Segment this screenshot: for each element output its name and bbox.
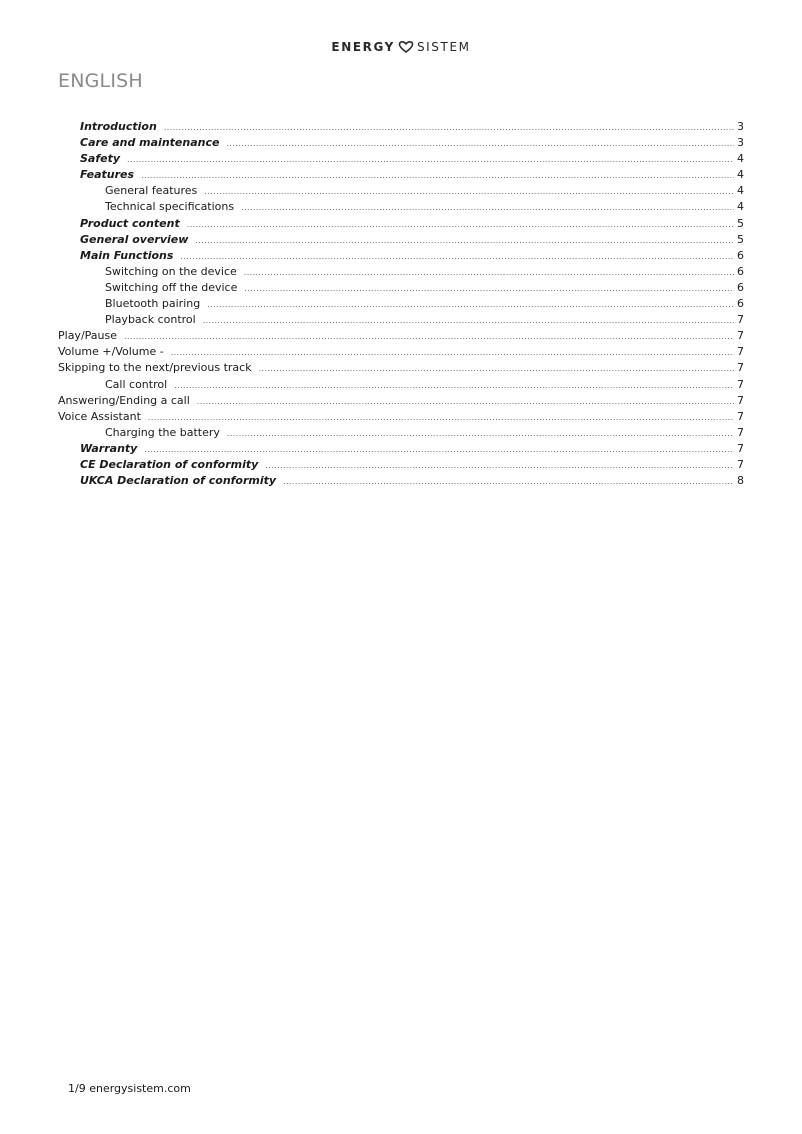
toc-entry-page: 4 [737, 168, 744, 182]
toc-entry[interactable] [58, 328, 744, 344]
toc-entry-page: 7 [737, 377, 744, 391]
toc-entry-page: 7 [737, 329, 744, 343]
toc-leader-dots [187, 217, 734, 233]
toc-entry[interactable] [58, 119, 744, 135]
toc-entry-page: 7 [737, 409, 744, 423]
toc-entry-page: 4 [737, 184, 744, 198]
toc-entry-title: Playback control [105, 313, 196, 327]
toc-leader-dots [197, 394, 734, 410]
toc-leader-dots [203, 313, 734, 329]
toc-entry-title: Switching on the device [105, 264, 237, 278]
toc-entry-title: Bluetooth pairing [105, 297, 201, 311]
toc-entry-title: Voice Assistant [58, 409, 141, 423]
toc-entry[interactable] [58, 199, 744, 215]
toc-entry[interactable] [58, 151, 744, 167]
toc-entry[interactable] [58, 296, 744, 312]
brand-name-left: ENERGY [331, 40, 395, 54]
toc-entry-page: 6 [737, 297, 744, 311]
toc-entry[interactable] [58, 344, 744, 360]
toc-entry-title: Safety [80, 152, 121, 166]
toc-entry-title: CE Declaration of conformity [80, 457, 259, 471]
toc-entry-page: 6 [737, 280, 744, 294]
toc-entry-title: UKCA Declaration of conformity [80, 474, 277, 488]
toc-entry[interactable] [58, 216, 744, 232]
toc-entry-page: 7 [737, 345, 744, 359]
toc-entry[interactable] [58, 280, 744, 296]
toc-leader-dots [283, 474, 734, 490]
toc-entry-page: 8 [737, 474, 744, 488]
toc-entry-page: 3 [737, 136, 744, 150]
toc-entry-title: Warranty [80, 441, 138, 455]
toc-entry-title: Charging the battery [105, 425, 220, 439]
toc-leader-dots [141, 168, 734, 184]
toc-leader-dots [244, 281, 734, 297]
toc-entry-title: Skipping to the next/previous track [58, 361, 252, 375]
toc-leader-dots [148, 410, 734, 426]
toc-entry[interactable] [58, 473, 744, 489]
toc-entry[interactable] [58, 248, 744, 264]
heart-check-icon [398, 41, 414, 53]
toc-entry-page: 7 [737, 393, 744, 407]
toc-leader-dots [244, 265, 734, 281]
toc-entry[interactable] [58, 393, 744, 409]
toc-leader-dots [259, 361, 734, 377]
toc-entry[interactable] [58, 441, 744, 457]
toc-entry-page: 7 [737, 457, 744, 471]
toc-leader-dots [164, 120, 734, 136]
toc-entry[interactable] [58, 425, 744, 441]
toc-leader-dots [241, 200, 734, 216]
toc-entry[interactable] [58, 457, 744, 473]
toc-entry-title: Switching off the device [105, 280, 238, 294]
toc-entry-page: 7 [737, 441, 744, 455]
toc-entry[interactable] [58, 312, 744, 328]
toc-leader-dots [124, 329, 734, 345]
toc-entry-title: Technical specifications [105, 200, 235, 214]
page-footer: 1/9 energysistem.com [68, 1082, 191, 1095]
table-of-contents [58, 119, 744, 489]
toc-entry-page: 5 [737, 216, 744, 230]
toc-leader-dots [174, 378, 734, 394]
toc-entry-page: 4 [737, 152, 744, 166]
toc-entry[interactable] [58, 360, 744, 376]
toc-leader-dots [204, 184, 734, 200]
brand-logo [0, 40, 802, 54]
toc-entry-page: 7 [737, 425, 744, 439]
toc-entry-title: Main Functions [80, 248, 174, 262]
toc-entry-page: 6 [737, 248, 744, 262]
toc-entry-page: 7 [737, 313, 744, 327]
toc-entry-title: Play/Pause [58, 329, 117, 343]
toc-entry-page: 3 [737, 120, 744, 133]
toc-entry-title: Introduction [80, 120, 157, 133]
toc-entry[interactable] [58, 167, 744, 183]
toc-entry-title: General overview [80, 232, 189, 246]
toc-entry-title: Answering/Ending a call [58, 393, 190, 407]
toc-leader-dots [180, 249, 734, 265]
toc-leader-dots [144, 442, 734, 458]
brand-name-right: SISTEM [416, 40, 471, 54]
toc-entry[interactable] [58, 264, 744, 280]
toc-entry[interactable] [58, 135, 744, 151]
toc-leader-dots [265, 458, 734, 474]
toc-entry[interactable] [58, 232, 744, 248]
toc-leader-dots [195, 233, 734, 249]
toc-entry[interactable] [58, 183, 744, 199]
toc-leader-dots [171, 345, 734, 361]
toc-entry-title: Call control [105, 377, 168, 391]
toc-entry-page: 7 [737, 361, 744, 375]
toc-entry-page: 6 [737, 264, 744, 278]
toc-entry-title: Volume +/Volume - [58, 345, 164, 359]
toc-entry-title: General features [105, 184, 198, 198]
toc-leader-dots [226, 136, 734, 152]
language-heading: ENGLISH [58, 70, 143, 92]
toc-entry-page: 5 [737, 232, 744, 246]
toc-entry-page: 4 [737, 200, 744, 214]
toc-leader-dots [127, 152, 734, 168]
toc-leader-dots [227, 426, 734, 442]
toc-leader-dots [207, 297, 734, 313]
toc-entry-title: Features [80, 168, 135, 182]
toc-entry[interactable] [58, 409, 744, 425]
toc-entry-title: Product content [80, 216, 180, 230]
toc-entry-title: Care and maintenance [80, 136, 220, 150]
toc-entry[interactable] [58, 377, 744, 393]
